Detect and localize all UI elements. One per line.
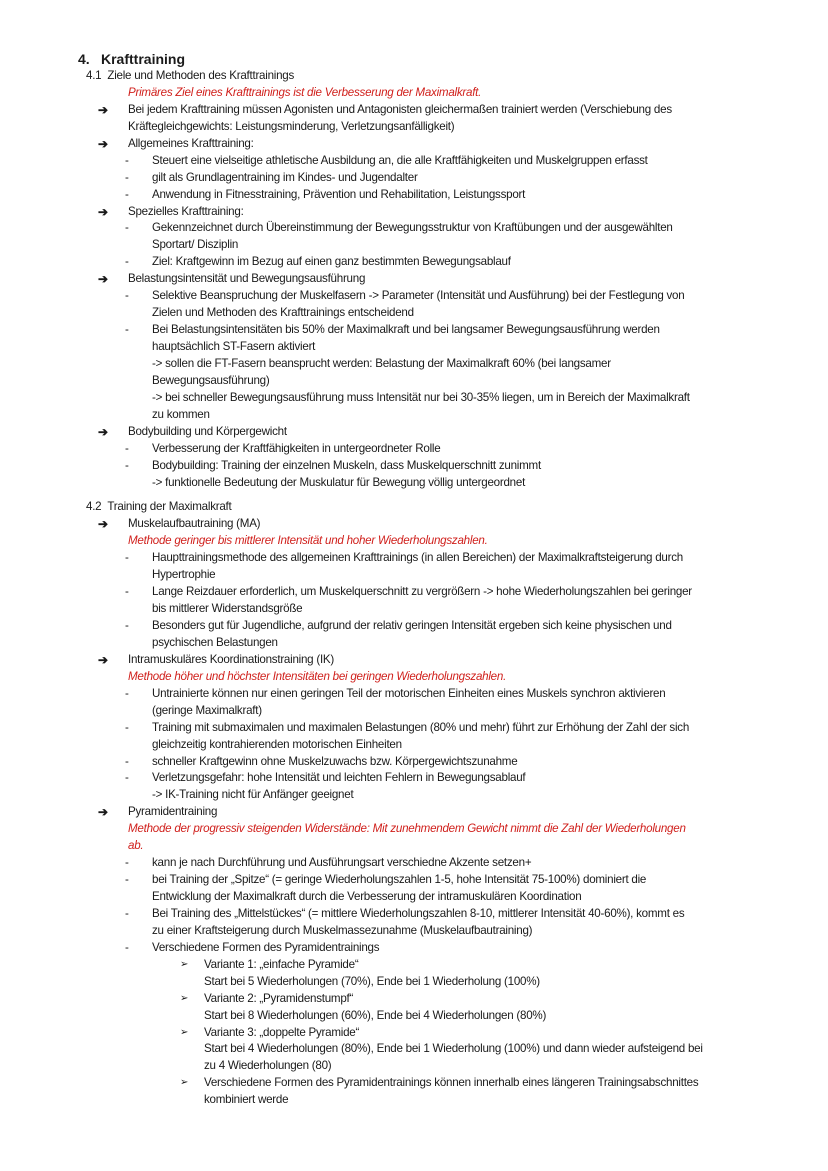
topic-title [0, 136, 828, 153]
sub-bullet-point [0, 1041, 828, 1058]
dash-bullet-icon: - [125, 170, 129, 184]
bullet-point [0, 754, 828, 771]
dash-bullet-icon: - [125, 441, 129, 455]
sub-bullet-point [0, 1092, 828, 1109]
bullet-point [0, 584, 828, 601]
dash-bullet-icon: - [125, 153, 129, 167]
arrowhead-bullet-icon: ➢ [180, 992, 189, 1004]
bullet-point [0, 703, 828, 720]
bullet-point-text: Gekennzeichnet durch Übereinstimmung der Bewegungsstruktur von Kraftübungen und der ausgewählten [152, 221, 673, 235]
dash-bullet-icon: - [125, 856, 129, 870]
bullet-point-text: Steuert eine vielseitige athletische Ausbildung an, die alle Kraftfähigkeiten und Muskelgruppen erfasst [152, 153, 648, 167]
topic-title [0, 652, 828, 669]
bullet-point [0, 855, 828, 872]
chapter-number: 4. [78, 51, 90, 67]
bullet-point [0, 872, 828, 889]
sub-bullet-point [0, 957, 828, 974]
chapter-title: Krafttraining [101, 51, 185, 67]
bullet-point [0, 618, 828, 635]
sub-bullet-point [0, 1075, 828, 1092]
bullet-point [0, 390, 828, 407]
dash-bullet-icon: - [125, 771, 129, 785]
bullet-point-text: Bodybuilding: Training der einzelnen Muskeln, dass Muskelquerschnitt zunimmt [152, 458, 541, 472]
topic-title [0, 424, 828, 441]
topic-title [0, 102, 828, 119]
bullet-point-text: Training mit submaximalen und maximalen Belastungen (80% und mehr) führt zur Erhöhung der Zahl der sich [152, 720, 690, 734]
method-definition [0, 533, 828, 550]
bullet-point [0, 373, 828, 390]
dash-bullet-icon: - [125, 289, 129, 303]
sub-bullet-point-text: Start bei 5 Wiederholungen (70%), Ende bei 1 Wiederholung (100%) [204, 974, 540, 988]
topic-title-text: Pyramidentraining [128, 805, 218, 819]
method-definition-text: Methode geringer bis mittlerer Intensität und hoher Wiederholungszahlen. [128, 534, 488, 548]
arrow-right-icon: ➔ [98, 204, 108, 219]
bullet-point-text: -> sollen die FT-Fasern beansprucht werden: Belastung der Maximalkraft 60% (bei langsamer [152, 356, 611, 370]
bullet-point [0, 720, 828, 737]
bullet-point-text: gleichzeitig kontrahierenden motorischen Einheiten [152, 737, 402, 751]
dash-bullet-icon: - [125, 221, 129, 235]
dash-bullet-icon: - [125, 458, 129, 472]
bullet-point-text: Selektive Beanspruchung der Muskelfasern -> Parameter (Intensität und Ausführung) bei der Festlegung von [152, 289, 685, 303]
dash-bullet-icon: - [125, 873, 129, 887]
method-definition [0, 821, 828, 838]
arrowhead-bullet-icon: ➢ [180, 1026, 189, 1038]
topic-title-text: Muskelaufbautraining (MA) [128, 517, 261, 531]
topic-title-text: Allgemeines Krafttraining: [128, 136, 254, 150]
bullet-point [0, 567, 828, 584]
bullet-point [0, 787, 828, 804]
bullet-point-text: -> IK-Training nicht für Anfänger geeignet [152, 788, 354, 802]
section-number: 4.2 [86, 500, 102, 514]
section-title: Training der Maximalkraft [107, 500, 232, 514]
bullet-point [0, 770, 828, 787]
bullet-point [0, 635, 828, 652]
bullet-point [0, 339, 828, 356]
topic-title [0, 804, 828, 821]
bullet-point [0, 441, 828, 458]
bullet-point [0, 686, 828, 703]
bullet-point [0, 220, 828, 237]
bullet-point-text: hauptsächlich ST-Fasern aktiviert [152, 340, 316, 353]
bullet-point [0, 407, 828, 424]
arrowhead-bullet-icon: ➢ [180, 1077, 189, 1089]
method-definition [0, 838, 828, 855]
bullet-point-text: schneller Kraftgewinn ohne Muskelzuwachs bzw. Körpergewichtszunahme [152, 754, 518, 768]
bullet-point-text: bis mittlerer Widerstandsgröße [152, 602, 303, 616]
bullet-point-text: Verletzungsgefahr: hohe Intensität und leichten Fehlern in Bewegungsablauf [152, 771, 526, 785]
bullet-point [0, 322, 828, 339]
dash-bullet-icon: - [125, 940, 129, 954]
bullet-point [0, 153, 828, 170]
bullet-point-text: (geringe Maximalkraft) [152, 703, 262, 717]
bullet-point-text: Bewegungsausführung) [152, 373, 270, 387]
bullet-point [0, 305, 828, 322]
bullet-point [0, 889, 828, 906]
sub-bullet-point [0, 1058, 828, 1075]
bullet-point-text: Haupttrainingsmethode des allgemeinen Krafttrainings (in allen Bereichen) der Maximalkraftsteigerung durch [152, 551, 683, 565]
bullet-point [0, 601, 828, 618]
dash-bullet-icon: - [125, 187, 129, 201]
topic-title [0, 516, 828, 533]
sub-bullet-point [0, 1025, 828, 1042]
bullet-point-text: Besonders gut für Jugendliche, aufgrund der relativ geringen Intensität ergeben sich keine physischen und [152, 619, 672, 632]
bullet-point-text: -> funktionelle Bedeutung der Muskulatur für Bewegung völlig untergeordnet [152, 475, 526, 489]
bullet-point [0, 187, 828, 204]
section-number: 4.1 [86, 69, 102, 82]
bullet-point-text: Sportart/ Disziplin [152, 238, 239, 252]
bullet-point-text: Untrainierte können nur einen geringen Teil der motorischen Einheiten eines Muskels synchron aktivieren [152, 686, 666, 700]
method-definition-text: Methode höher und höchster Intensitäten bei geringen Wiederholungszahlen. [128, 669, 507, 683]
sub-bullet-point-text: zu 4 Wiederholungen (80) [204, 1059, 332, 1073]
dash-bullet-icon: - [125, 619, 129, 632]
sub-bullet-point-text: Start bei 4 Wiederholungen (80%), Ende bei 1 Wiederholung (100%) und dann wieder aufsteigend bei [204, 1042, 703, 1056]
arrow-right-icon: ➔ [98, 424, 108, 439]
method-definition [0, 669, 828, 686]
bullet-point [0, 237, 828, 254]
bullet-point [0, 288, 828, 305]
sub-bullet-point-text: Variante 2: „Pyramidenstumpf“ [204, 991, 354, 1005]
chapter-heading [0, 51, 828, 68]
emphasis-statement-text: Primäres Ziel eines Krafttrainings ist die Verbesserung der Maximalkraft. [128, 85, 482, 99]
bullet-point-text: Verschiedene Formen des Pyramidentrainings [152, 940, 380, 954]
bullet-point [0, 906, 828, 923]
bullet-point-text: Bei Belastungsintensitäten bis 50% der Maximalkraft und bei langsamer Bewegungsausführung werden [152, 323, 660, 337]
bullet-point-text: bei Training der „Spitze“ (= geringe Wiederholungszahlen 1-5, hohe Intensität 75-100%) dominiert die [152, 873, 647, 887]
arrow-right-icon: ➔ [98, 136, 108, 151]
bullet-point-text: Entwicklung der Maximalkraft durch die Verbesserung der intramuskulären Koordination [152, 890, 582, 903]
topic-title [0, 119, 828, 136]
sub-bullet-point-text: Variante 1: „einfache Pyramide“ [204, 957, 359, 971]
method-definition-text: ab. [128, 839, 144, 853]
arrow-right-icon: ➔ [98, 652, 108, 667]
topic-title-text: Bodybuilding und Körpergewicht [128, 424, 287, 438]
dash-bullet-icon: - [125, 686, 129, 700]
bullet-point-text: Lange Reizdauer erforderlich, um Muskelquerschnitt zu vergrößern -> hohe Wiederholungszahlen bei geringer [152, 585, 692, 599]
bullet-point-text: psychischen Belastungen [152, 635, 278, 649]
section-heading [0, 499, 828, 516]
topic-title-text: Belastungsintensität und Bewegungsausführung [128, 272, 366, 286]
bullet-point [0, 254, 828, 271]
emphasis-statement [0, 85, 828, 102]
bullet-point-text: zu kommen [152, 407, 210, 421]
bullet-point-text: gilt als Grundlagentraining im Kindes- und Jugendalter [152, 170, 418, 184]
bullet-point-text: kann je nach Durchführung und Ausführungsart verschiedne Akzente setzen+ [152, 856, 532, 870]
sub-bullet-point [0, 1008, 828, 1025]
bullet-point [0, 940, 828, 957]
arrowhead-bullet-icon: ➢ [180, 958, 189, 970]
dash-bullet-icon: - [125, 551, 129, 565]
document-page [0, 51, 828, 1109]
topic-title-text: Bei jedem Krafttraining müssen Agonisten und Antagonisten gleichermaßen trainiert werden (Verschiebung des [128, 102, 672, 116]
arrow-right-icon: ➔ [98, 102, 108, 117]
bullet-point-text: Zielen und Methoden des Krafttrainings entscheidend [152, 306, 414, 320]
topic-title-text: Spezielles Krafttraining: [128, 204, 244, 218]
sub-bullet-point [0, 974, 828, 991]
bullet-point [0, 356, 828, 373]
topic-title [0, 204, 828, 221]
arrow-right-icon: ➔ [98, 805, 108, 820]
bullet-point-text: Bei Training des „Mittelstückes“ (= mittlere Wiederholungszahlen 8-10, mittlerer Intensität 40-60%), kommt es [152, 906, 685, 920]
sub-bullet-point [0, 991, 828, 1008]
arrow-right-icon: ➔ [98, 272, 108, 287]
bullet-point-text: Anwendung in Fitnesstraining, Prävention und Rehabilitation, Leistungssport [152, 187, 526, 201]
bullet-point-text: Ziel: Kraftgewinn im Bezug auf einen ganz bestimmten Bewegungsablauf [152, 255, 511, 269]
bullet-point-text: Hypertrophie [152, 568, 216, 582]
dash-bullet-icon: - [125, 720, 129, 734]
sub-bullet-point-text: kombiniert werde [204, 1093, 289, 1107]
bullet-point [0, 737, 828, 754]
bullet-point [0, 923, 828, 940]
method-definition-text: Methode der progressiv steigenden Widerstände: Mit zunehmendem Gewicht nimmt die Zahl der Wiederholungen [128, 822, 686, 836]
section-spacer [0, 491, 828, 499]
bullet-point [0, 475, 828, 492]
sub-bullet-point-text: Variante 3: „doppelte Pyramide“ [204, 1025, 360, 1039]
chapter-body [0, 68, 828, 1109]
dash-bullet-icon: - [125, 323, 129, 337]
topic-title-text: Kräftegleichgewichts: Leistungsminderung, Verletzungsanfälligkeit) [128, 119, 455, 133]
dash-bullet-icon: - [125, 255, 129, 269]
bullet-point [0, 458, 828, 475]
arrow-right-icon: ➔ [98, 517, 108, 532]
sub-bullet-point-text: Verschiedene Formen des Pyramidentrainings können innerhalb eines längeren Trainingsabschnittes [204, 1076, 699, 1090]
topic-title [0, 271, 828, 288]
section-title: Ziele und Methoden des Krafttrainings [107, 69, 295, 82]
bullet-point-text: -> bei schneller Bewegungsausführung muss Intensität nur bei 30-35% liegen, um in Bereich der Maximalkraft [152, 390, 690, 404]
dash-bullet-icon: - [125, 585, 129, 599]
section-heading [0, 68, 828, 85]
sub-bullet-point-text: Start bei 8 Wiederholungen (60%), Ende bei 4 Wiederholungen (80%) [204, 1008, 547, 1022]
dash-bullet-icon: - [125, 754, 129, 768]
topic-title-text: Intramuskuläres Koordinationstraining (IK) [128, 652, 335, 666]
bullet-point-text: zu einer Kraftsteigerung durch Muskelmassezunahme (Muskelaufbautraining) [152, 923, 533, 937]
bullet-point [0, 550, 828, 567]
bullet-point [0, 170, 828, 187]
dash-bullet-icon: - [125, 906, 129, 920]
bullet-point-text: Verbesserung der Kraftfähigkeiten in untergeordneter Rolle [152, 441, 441, 455]
